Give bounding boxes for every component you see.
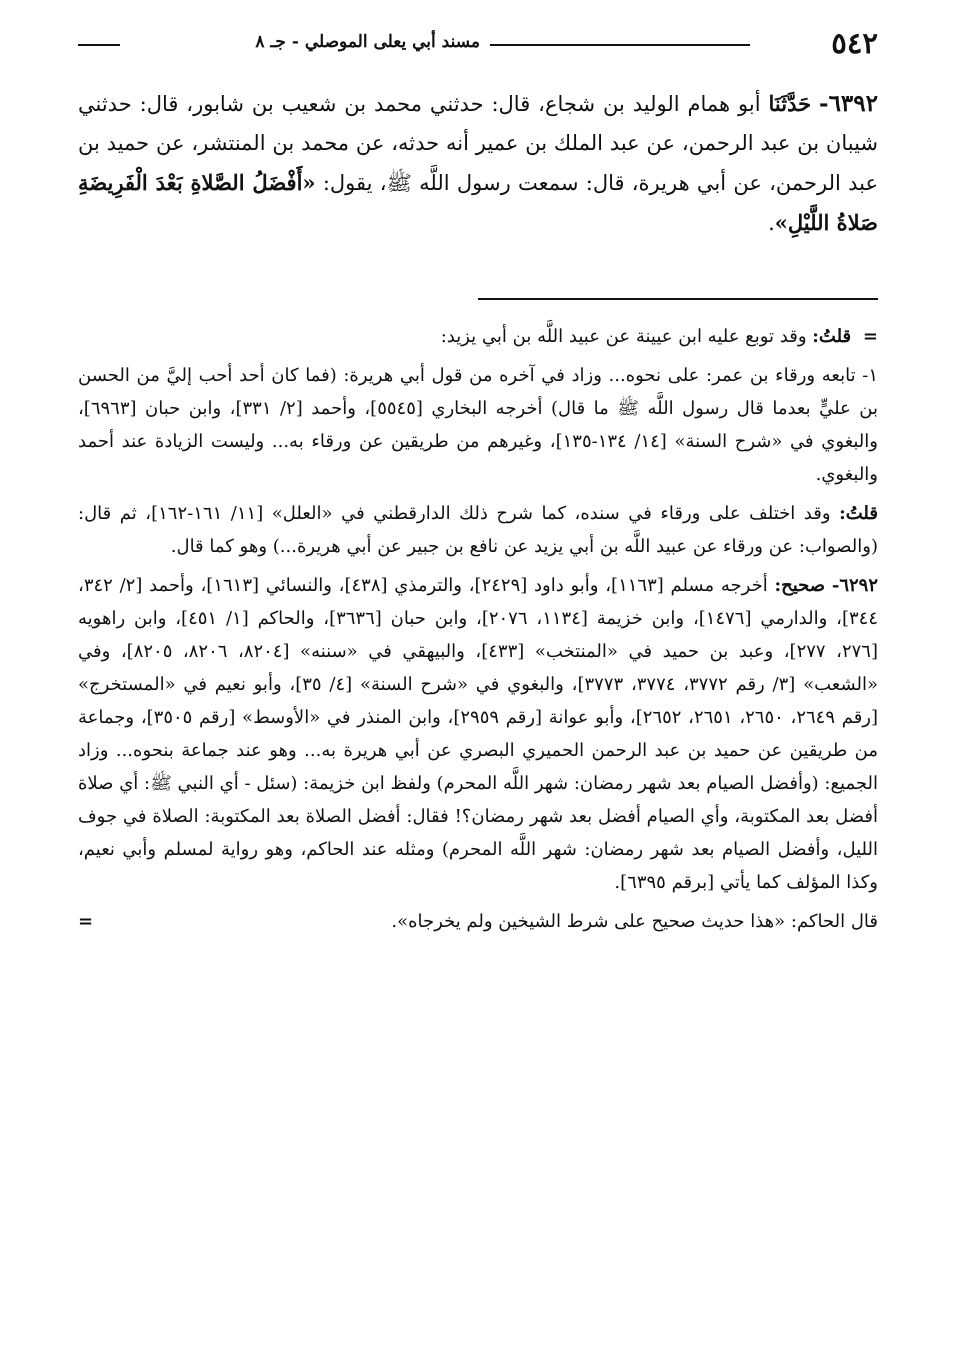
header-rule [490,44,750,46]
page-number: ٥٤٢ [831,26,878,60]
note-text: وقد توبع عليه ابن عيينة عن عبيد اللَّه بن أبي يزيد: [440,326,807,347]
grading-label: صحيح: [774,575,826,596]
continuation-mark: = [862,326,878,347]
note-text: أخرجه مسلم [١١٦٣]، وأبو داود [٢٤٢٩]، والترمذي [٤٣٨]، والنسائي [١٦١٣]، وأحمد [٢/ ٣٤٢، ٣٤٤]، والدارمي [١٤٧٦]، وابن خزيمة [١١٣٤، ٢٠٧٦]، وابن حبان [٣٦٣٦]، والحاكم [١/ ٤٥١]، وابن راهويه [٢٧٦، ٢٧٧]، وعبد بن حميد في «المنتخب» [٤٣٣]، والبيهقي في «سننه» [٨٢٠٤، ٨٢٠٦، ٨٢٠٥]، وفي «الشعب» [٣/ رقم ٣٧٧٢، ٣٧٧٤، ٣٧٧٣]، والبغوي في «شرح السنة» [٤/ ٣٥]، وأبو نعيم في «المستخرج» [رقم ٢٦٤٩، ٢٦٥٠، ٢٦٥١، ٢٦٥٢]، وأبو عوانة [رقم ٢٩٥٩]، وابن المنذر في «الأوسط» [رقم ٣٥٠٥]، وجماعة من طريقين عن حميد بن عبد الرحمن الحميري البصري عن أبي هريرة به... وهو عند جماعة بنحوه... وزاد الجميع: (وأفضل الصيام بعد شهر رمضان: شهر اللَّه المحرم) ولفظ ابن خزيمة: (سئل - أي النبي ﷺ: أي صلاة أفضل بعد المكتوبة، وأي الصيام أفضل بعد شهر رمضان؟! فقال: أفضل الصلاة بعد المكتوبة: الصلاة في جوف الليل، وأفضل الصيام بعد شهر رمضان: شهر اللَّه المحرم) ومثله عند الحاكم، وهو رواية لمسلم وأبي نعيم، وكذا المؤلف كما يأتي [برقم ٦٣٩٥]. [78,575,879,893]
hadith-matn: «أَفْضَلُ الصَّلاةِ بَعْدَ الْفَرِيضَةِ صَلاةُ اللَّيْلِ» [78,170,878,235]
note-text: وقد اختلف على ورقاء في سنده، كما شرح ذلك الدارقطني في «العلل» [١١/ ١٦١-١٦٢]، ثم قال: (والصواب: عن ورقاء عن عبيد اللَّه بن أبي يزيد عن نافع بن جبير عن أبي هريرة...) وهو كما قال. [78,503,878,557]
hadith-end: . [768,211,775,235]
footnote-paragraph-4 [78,569,878,899]
footnote-separator [478,298,878,300]
note-text: ١- تابعه ورقاء بن عمر: على نحوه... وزاد في آخره من قول أبي هريرة: (فما كان أحد أحب إليَّ من الحسن بن عليٍّ بعدما قال رسول اللَّه ﷺ ما قال) أخرجه البخاري [٥٥٤٥]، وأحمد [٢/ ٣٣١]، وابن حبان [٦٩٦٣]، والبغوي في «شرح السنة» [١٤/ ١٣٤-١٣٥]، وغيرهم من طريقين عن ورقاء به... وليست الزيادة عند أحمد والبغوي. [78,365,878,485]
hadith-number: ٦٣٩٢- [819,90,878,117]
footnote-paragraph-3 [78,497,878,563]
note-text: قال الحاكم: «هذا حديث صحيح على شرط الشيخين ولم يخرجاه». [391,911,878,932]
footnotes [78,320,878,944]
footnote-paragraph-1 [78,320,878,353]
note-label: قلتُ: [839,503,878,524]
footnote-paragraph-5 [78,905,878,938]
page-header [78,26,878,66]
takhrij-number: ٦٢٩٢- [831,575,878,596]
hadith-haddathana: حَدَّثَنَا [768,91,812,116]
footnote-paragraph-2 [78,359,878,491]
header-rule-end [78,44,120,46]
running-title: مسند أبي يعلى الموصلي - جـ ٨ [255,32,480,52]
hadith-isnad: أبو همام الوليد بن شجاع، قال: حدثني محمد بن شعيب بن شابور، قال: حدثني شيبان بن عبد الرحمن، عن عبد الملك بن عمير أنه حدثه، عن محمد بن المنتشر، عن حميد بن عبد الرحمن، عن أبي هريرة، قال: سمعت رسول اللَّه ﷺ، يقول: [78,92,879,195]
note-label: قلتُ: [812,326,852,347]
continuation-end-mark: = [78,911,94,932]
hadith-text [78,84,878,243]
